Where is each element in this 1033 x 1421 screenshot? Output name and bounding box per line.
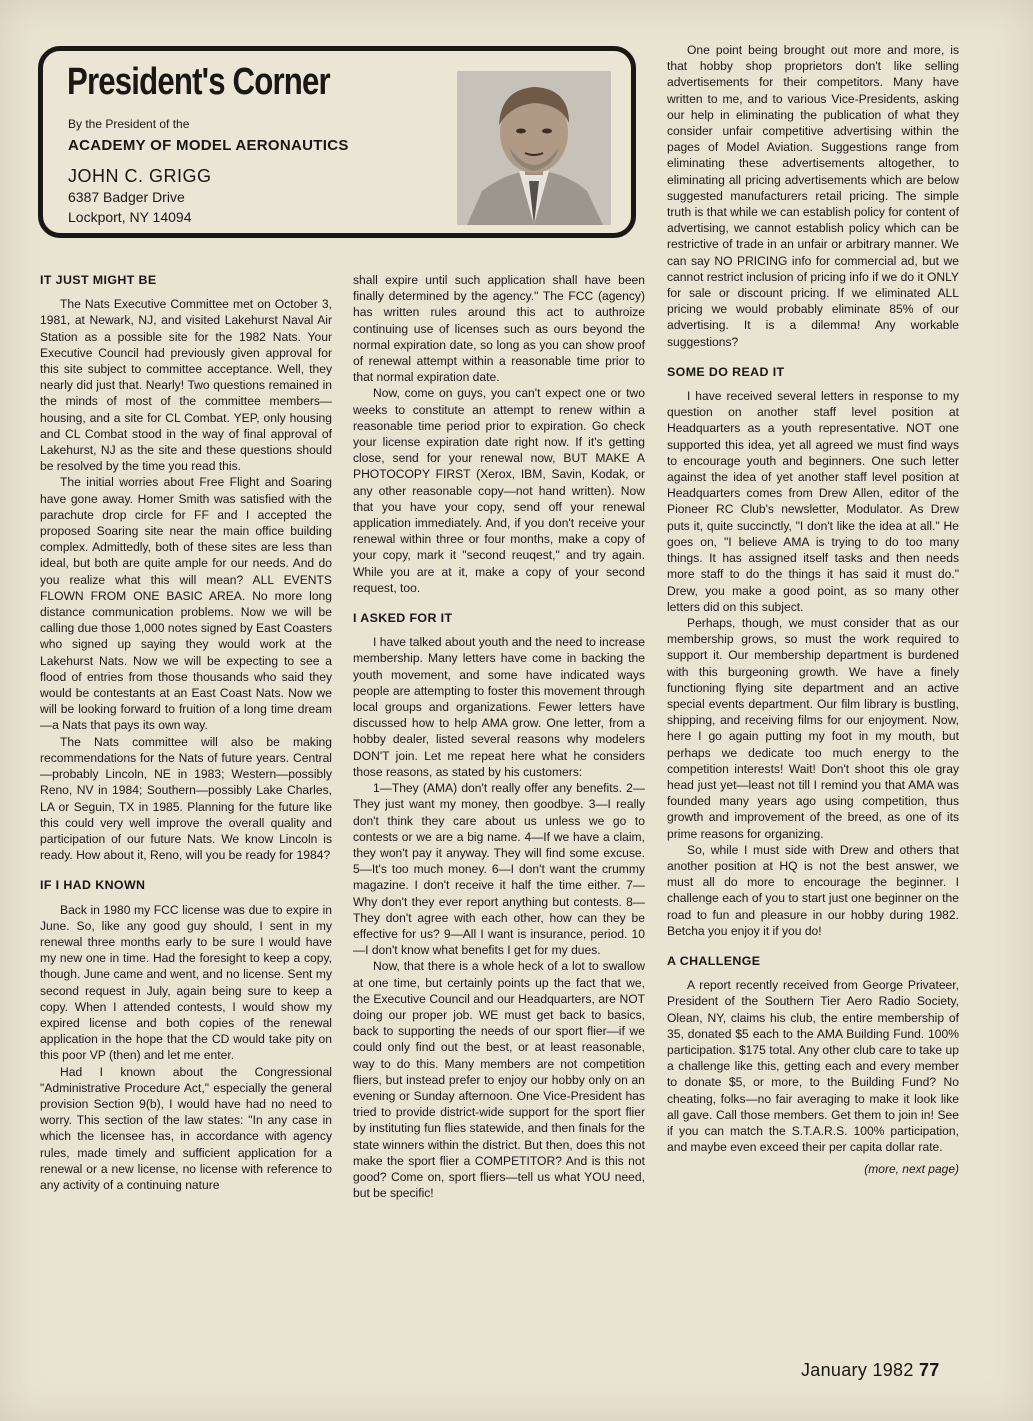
paragraph: The Nats committee will also be making recommendations for the Nats of future years. Central—probably Lincoln, NE in 1983; Western—possibly Reno, NV in 1984; Southern—possibly Lake Charles, LA or Seguin, TX in 1985. Planning for the future like this could very well improve the overall quality and participation of our future Nats. We know Lincoln is ready. How about it, Reno, will you be ready for 1984? xyxy=(40,734,332,863)
paragraph: Perhaps, though, we must consider that as our membership grows, so must the work required to support it. Our membership department is burdened with this burgeoning growth. We have a finely functioning flying site department and an active special events department. Our film library is bustling, shipping, and receiving films for our enjoyment. Now, here I go again putting my foot in my mouth, but perhaps we dedicate too much energy to the competition interests! Wait! Don't shoot this ole gray head just yet—least not till I remind you that AMA was founded many years ago using competition, thus growth and improvement of the breed, as one of its prime reasons for organizing. xyxy=(667,615,959,841)
paragraph: The Nats Executive Committee met on October 3, 1981, at Newark, NJ, and visited Lakehurst Naval Air Station as a possible site for the 1982 Nats. Your Executive Council had previously given approval for this site subject to committee acceptance. Well, they nearly did just that. Nearly! Two questions remained in the minds of most of the committee members—housing, and a site for CL Combat. YEP, only housing and CL Combat stood in the way of final approval of Lakehurst, NJ as the site and these questions should be resolved by the time you read this. xyxy=(40,297,332,474)
paragraph: shall expire until such application shall have been finally determined by the agency." The FCC (agency) has written rules around this act to authroize continuing use of licenses such as ours beyond the normal expiration date, so long as you can show proof of renewal attempt within a reasonable time prior to that normal expiration date. xyxy=(353,273,645,385)
page-title: President's Corner xyxy=(67,61,330,103)
paragraph: So, while I must side with Drew and others that another position at HQ is not the best answer, we must all do more to encourage the beginner. I challenge each of you to start just one beginner on the road to fun and pleasure in our hobby during 1982. Betcha you enjoy it if you do! xyxy=(667,842,959,938)
section-heading: IF I HAD KNOWN xyxy=(40,878,146,893)
paragraph: Now, that there is a whole heck of a lot to swallow at one time, but certainly points up the fact that we, the Executive Council and our Headquarters, are NOT doing our proper job. WE must get back to basics, back to supporting the needs of our sport flier—if we could only find out the best, or at least reasonable, way to do this. Many members are not competition fliers, but instead prefer to enjoy our hobby only on an evening or Sunday afternoon. One Vice-President has tried to provide district-wide support for the sport flier by instituting fun flies statewide, and then finals for the state winners within the district. But then, does this not make the sport flier a COMPETITOR? And is this not good? Come on, sport fliers—tell us what YOU need, but be specific! xyxy=(353,959,645,1201)
paragraph: The initial worries about Free Flight and Soaring have gone away. Homer Smith was satisfied with the parachute drop circle for FF and I accepted the proposed Soaring site near the main office building complex. Admittedly, both of these sites are less than ideal, but both are quite ample for our needs. And do you realize what this will mean? ALL EVENTS FLOWN FROM ONE BASIC AREA. No more long distance communication problems. Now we will be calling due those 1,000 notes signed by East Coasters who signed up saying they would work at the Lakehurst Nats. Now we will be expecting to see a flood of entries from those thousands who said they would be contestants at an East Coast Nats. Now we will be looking forward to fruition of a long time dream—a Nats that pays its own way. xyxy=(40,475,332,733)
paragraph: 1—They (AMA) don't really offer any benefits. 2—They just want my money, then goodbye. 3—I really don't think they care about us unless we go to contests or we are a big name. 4—If we have a claim, they won't pay it anyway. They will find some excuse. 5—It's too much money. 6—I don't want the crummy magazine. I don't receive it half the time either. 7—Why don't they ever report anything but contests. 8—They don't agree with each other, how can they be effective for us? 9—All I want is insurance, period. 10—I don't know what benefits I get for my dues. xyxy=(353,781,645,958)
paragraph: Back in 1980 my FCC license was due to expire in June. So, like any good guy should, I sent in my renewal three months early to be sure I would have my new one in time. Had the foresight to keep a copy, though. June came and went, and no license. Sent my second request in July, again being sure to keep a copy. When I attended contests, I would show my expired license and both copies of the renewal application in the hope that the CD would take pity on this poor VP (then) and let me enter. xyxy=(40,902,332,1063)
paragraph: Had I known about the Congressional "Administrative Procedure Act," especially the general provision Section 9(b), I would have had no need to worry. This section of the law states: "In any case in which the licensee has, in accordance with agency rules, made timely and sufficient application for a renewal or a new license, no license with reference to any activity of a continuing nature xyxy=(40,1064,332,1192)
organization-name: ACADEMY OF MODEL AERONAUTICS xyxy=(68,137,349,154)
address-line-1: 6387 Badger Drive xyxy=(68,189,185,205)
paragraph: I have talked about youth and the need to increase membership. Many letters have come in backing the youth movement, and some have indicated ways people are attempting to foster this movement through local groups and organizations. Fewer letters have discussed how to help AMA grow. One letter, from a hobby dealer, listed several reasons why modelers DON'T join. Let me repeat here what he considers those reasons, as stated by his customers: xyxy=(353,635,645,779)
header-box xyxy=(38,46,636,238)
column-1 xyxy=(40,272,332,1193)
page-footer xyxy=(801,1360,940,1381)
author-portrait xyxy=(457,71,611,225)
paragraph: Now, come on guys, you can't expect one or two weeks to constitute an attempt to renew within a reasonable time period prior to expiration. Go check your license expiration date right now. If it's getting close, send for your renewal now, BUT MAKE A PHOTOCOPY FIRST (Xerox, IBM, Savin, Kodak, or any other reasonable copy—not hand written). Now that you have your copy, send off your renewal application immediately. And, if you don't receive your renewal within three or four months, make a copy of your copy, mark it "second reuqest," and try again. While you are at it, make a copy of your second request, too. xyxy=(353,386,645,595)
author-name: JOHN C. GRIGG xyxy=(68,166,212,186)
paragraph: A report recently received from George Privateer, President of the Southern Tier Aero Radio Society, Olean, NY, claims his club, the entire membership of 35, donated $5 each to the AMA Building Fund. 100% participation. $175 total. Any other club care to take up a challenge like this, getting each and every member to donate $5, or more, to the Building Fund? No cheating, folks—no fair averaging to make it look like all gave. Call those members. Get them to join in! See if you can match the S.T.A.R.S. 100% participation, and maybe even exceed their per capita dollar rate. xyxy=(667,978,959,1155)
paragraph: I have received several letters in response to my question on another staff level position at Headquarters as a youth representative. NOT one supported this idea, yet all agreed we must find ways to encourage youth and beginners. One such letter against the idea of yet another staff level position at Headquarters comes from Drew Allen, editor of the Pioneer RC Club's newsletter, Modulator. As Drew puts it, quite succinctly, "I don't like the idea at all." He goes on, "I believe AMA is trying to do too many things. It has assigned itself tasks and then needs more staff to do the things it has said it must do." Drew, you make a good point, as so many other letters did on this subject. xyxy=(667,389,959,614)
address-line-2: Lockport, NY 14094 xyxy=(68,209,192,225)
paragraph: One point being brought out more and more, is that hobby shop proprietors don't like selling advertisements for their competitors. Many have written to me, and to various Vice-Presidents, asking our help in eliminating the publication of what they consider unfair competitive advertising within the pages of Model Aviation. Suggestions range from eliminating these advertisements altogether, to eliminating all pricing advertisements which are below suggested manufacturers retail pricing. The simple truth is that while we can establish policy for content of advertising, we cannot establish policy which can be restrictive of trade in an unfair or arbitrary manner. We can say NO PRICING info for commercial ad, but we cannot restrict inclusion of pricing info if we do it ONLY for sale or discount pricing. If we eliminated ALL pricing we would probably eliminate 85% of our advertising. It is a dilemma! Any workable suggestions? xyxy=(667,43,959,349)
portrait-illustration xyxy=(457,71,611,225)
column-3 xyxy=(667,42,959,1178)
section-heading: I ASKED FOR IT xyxy=(353,611,453,626)
continued-note: (more, next page) xyxy=(864,1162,959,1177)
section-heading: IT JUST MIGHT BE xyxy=(40,273,157,287)
page-number: 77 xyxy=(919,1360,940,1380)
byline: By the President of the xyxy=(68,117,190,131)
issue-date: January 1982 xyxy=(801,1360,914,1380)
section-heading: A CHALLENGE xyxy=(667,953,761,968)
column-2 xyxy=(353,272,645,1201)
section-heading: SOME DO READ IT xyxy=(667,364,785,379)
